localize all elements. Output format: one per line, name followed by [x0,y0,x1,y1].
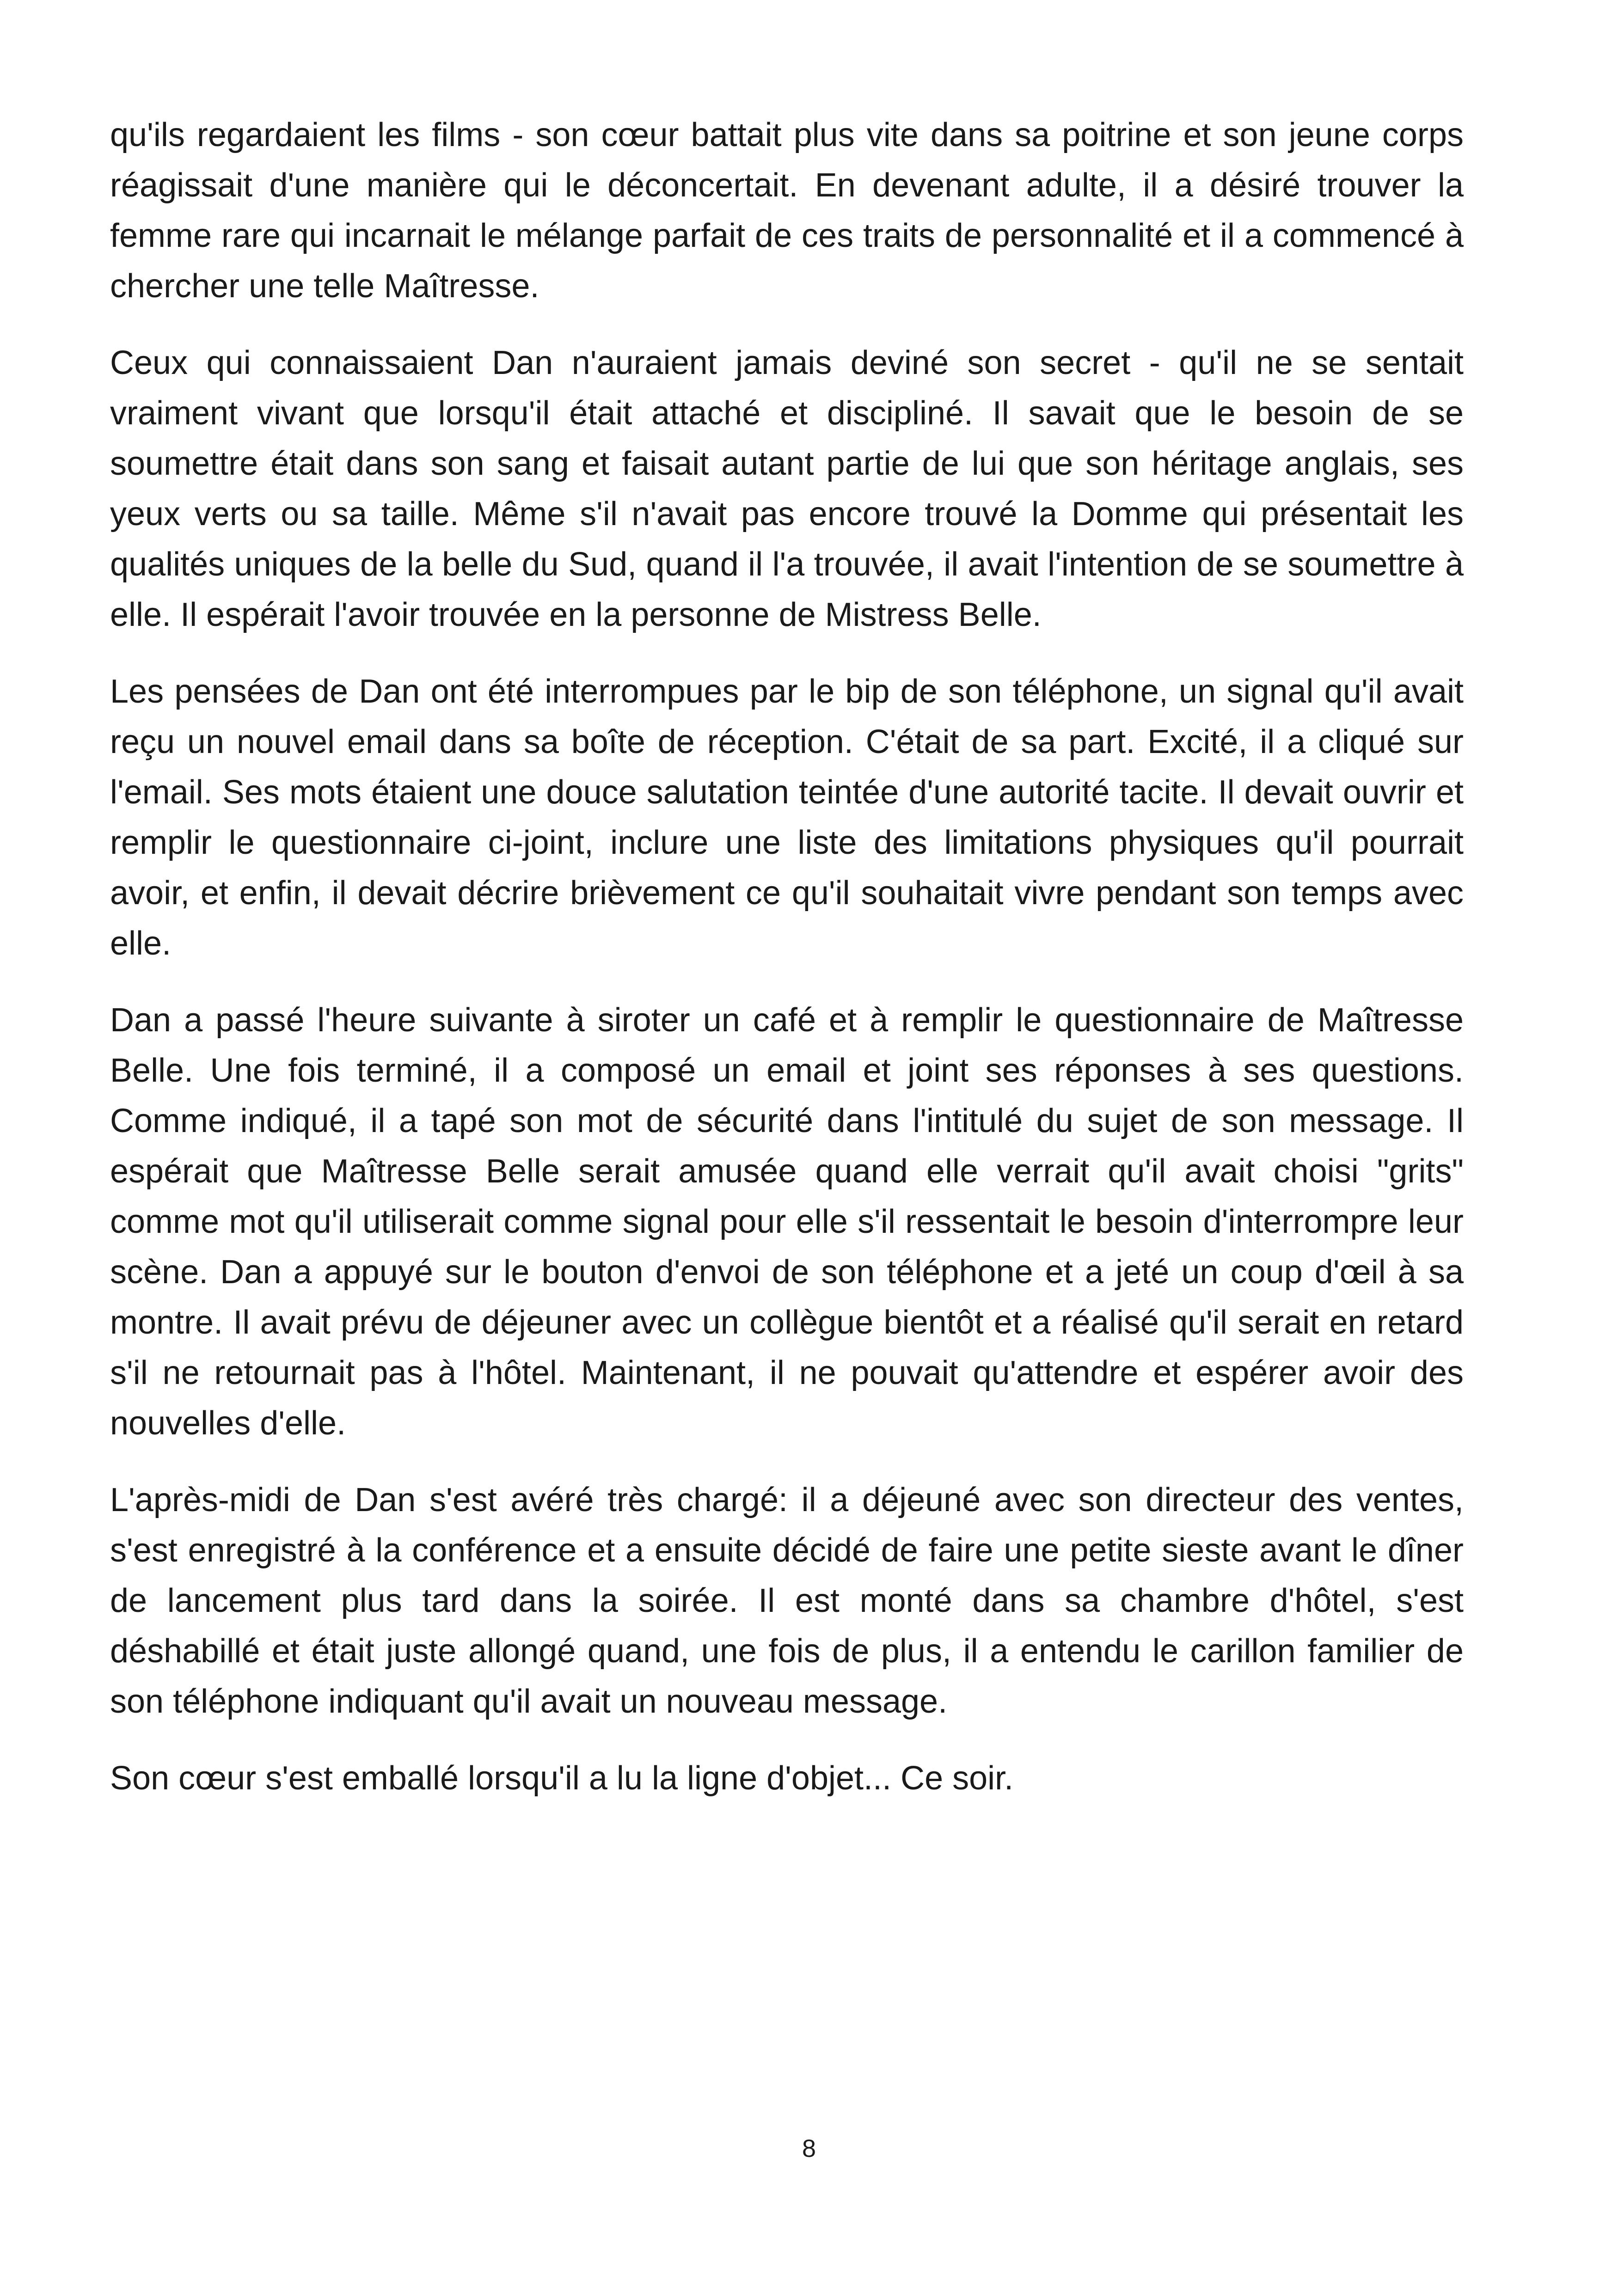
paragraph-5: L'après-midi de Dan s'est avéré très chargé: il a déjeuné avec son directeur des ventes, s'est enregistré à la conférence et a ensuite décidé de faire une petite sieste avant le dîner de lancement plus tard dans la soirée. Il est monté dans sa chambre d'hôtel, s'est déshabillé et était juste allongé quand, une fois de plus, il a entendu le carillon familier de son téléphone indiquant qu'il avait un nouveau message. [110,1482,1464,1720]
paragraph-6: Son cœur s'est emballé lorsqu'il a lu la ligne d'objet... Ce soir. [110,1760,1014,1797]
paragraph-3: Les pensées de Dan ont été interrompues par le bip de son téléphone, un signal qu'il avait reçu un nouvel email dans sa boîte de réception. C'était de sa part. Excité, il a cliqué sur l'email. Ses mots étaient une douce salutation teintée d'une autorité tacite. Il devait ouvrir et remplir le questionnaire ci-joint, inclure une liste des limitations physiques qu'il pourrait avoir, et enfin, il devait décrire brièvement ce qu'il souhaitait vivre pendant son temps avec elle. [110,673,1464,962]
paragraph-1: qu'ils regardaient les films - son cœur battait plus vite dans sa poitrine et son jeune corps réagissait d'une manière qui le déconcertait. En devenant adulte, il a désiré trouver la femme rare qui incarnait le mélange parfait de ces traits de personnalité et il a commencé à chercher une telle Maîtresse. [110,116,1464,305]
paragraph-4: Dan a passé l'heure suivante à siroter un café et à remplir le questionnaire de Maîtresse Belle. Une fois terminé, il a composé un email et joint ses réponses à ses questions. Comme indiqué, il a tapé son mot de sécurité dans l'intitulé du sujet de son message. Il espérait que Maîtresse Belle serait amusée quand elle verrait qu'il avait choisi "grits" comme mot qu'il utiliserait comme signal pour elle s'il ressentait le besoin d'interrompre leur scène. Dan a appuyé sur le bouton d'envoi de son téléphone et a jeté un coup d'œil à sa montre. Il avait prévu de déjeuner avec un collègue bientôt et a réalisé qu'il serait en retard s'il ne retournait pas à l'hôtel. Maintenant, il ne pouvait qu'attendre et espérer avoir des nouvelles d'elle. [110,1002,1464,1442]
paragraph-2: Ceux qui connaissaient Dan n'auraient jamais deviné son secret - qu'il ne se sentait vraiment vivant que lorsqu'il était attaché et discipliné. Il savait que le besoin de se soumettre était dans son sang et faisait autant partie de lui que son héritage anglais, ses yeux verts ou sa taille. Même s'il n'avait pas encore trouvé la Domme qui présentait les qualités uniques de la belle du Sud, quand il l'a trouvée, il avait l'intention de se soumettre à elle. Il espérait l'avoir trouvée en la personne de Mistress Belle. [110,344,1464,633]
page-number: 8 [802,2135,816,2162]
body-text [110,110,1464,1804]
